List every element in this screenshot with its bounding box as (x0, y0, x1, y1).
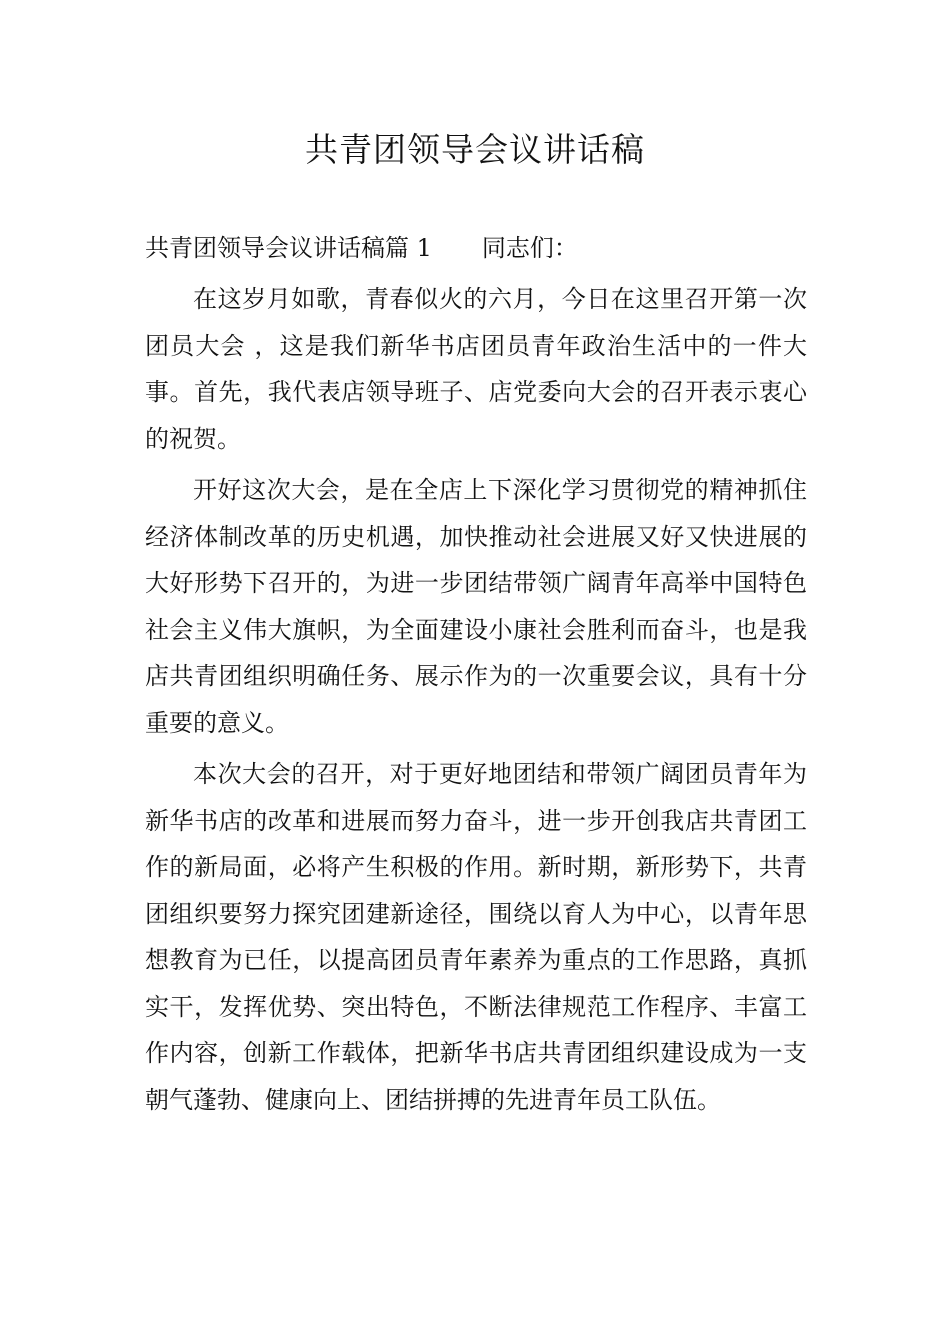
paragraph-1: 在这岁月如歌，青春似火的六月，今日在这里召开第一次团员大会 ，这是我们新华书店团员青年政治生活中的一件大事。首先，我代表店领导班子、店党委向大会的召开表示衷心的祝贺。 (145, 285, 807, 453)
greeting: 同志们： (481, 234, 578, 262)
section-heading-line (145, 226, 578, 270)
paragraph-2: 开好这次大会，是在全店上下深化学习贯彻党的精神抓住经济体制改革的历史机遇，加快推动社会进展又好又快进展的大好形势下召开的，为进一步团结带领广阔青年高举中国特色社会主义伟大旗帜，为全面建设小康社会胜利而奋斗，也是我店共青团组织明确任务、展示作为的一次重要会议，具有十分重要的意义。 (145, 476, 807, 737)
section-heading: 共青团领导会议讲话稿篇 1 (145, 234, 432, 262)
document-title: 共青团领导会议讲话稿 (305, 130, 645, 169)
body-text (145, 276, 807, 1128)
paragraph-3: 本次大会的召开，对于更好地团结和带领广阔团员青年为新华书店的改革和进展而努力奋斗，进一步开创我店共青团工作的新局面，必将产生积极的作用。新时期，新形势下，共青团组织要努力探究团建新途径，围绕以育人为中心，以青年思想教育为已任，以提高团员青年素养为重点的工作思路，真抓实干，发挥优势、突出特色，不断法律规范工作程序、丰富工作内容，创新工作载体，把新华书店共青团组织建设成为一支朝气蓬勃、健康向上、团结拼搏的先进青年员工队伍。 (145, 760, 807, 1114)
